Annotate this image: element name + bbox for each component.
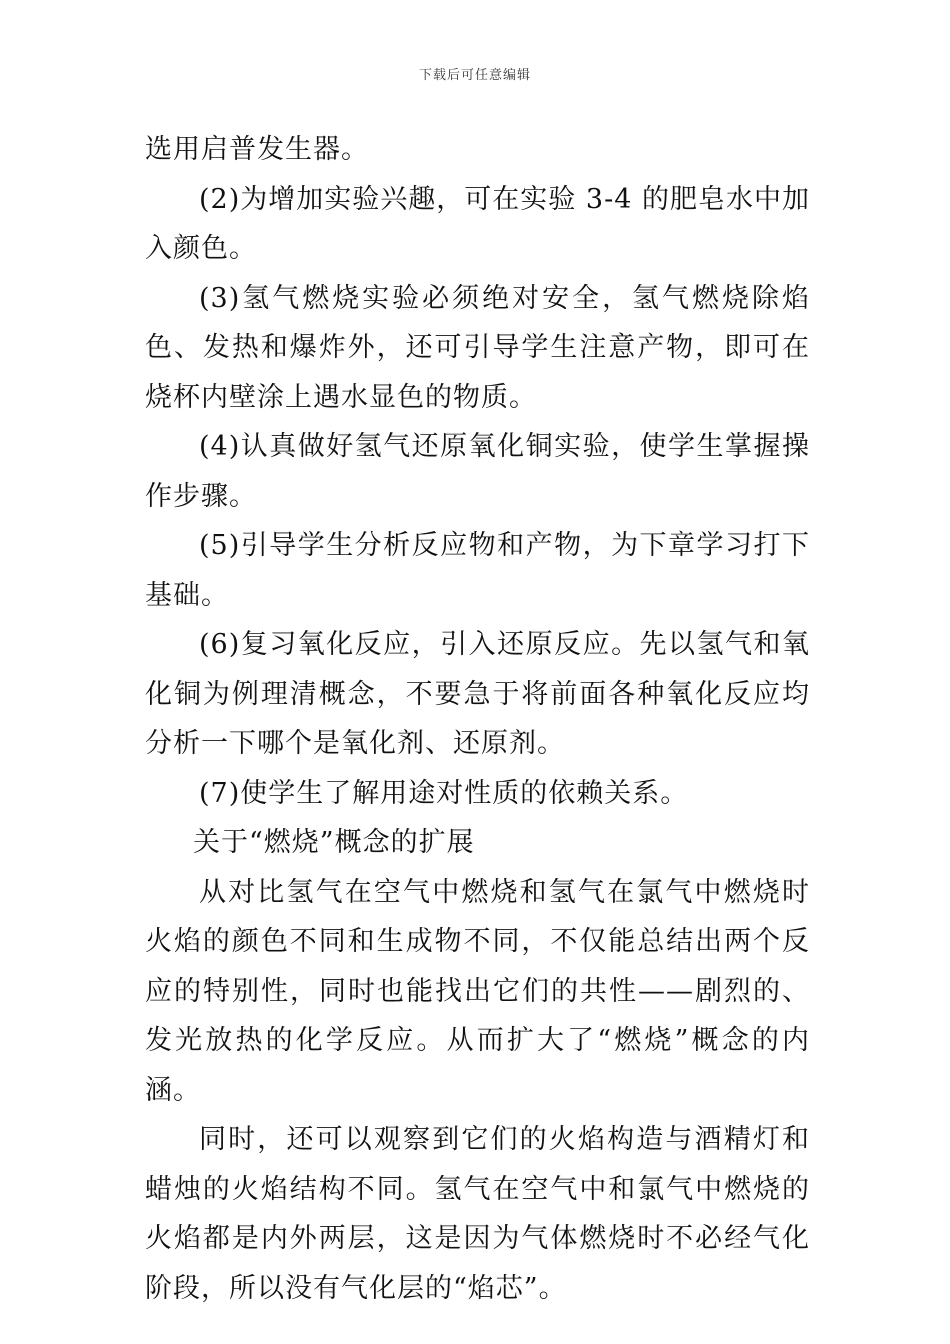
paragraph-combustion-comparison: 从对比氢气在空气中燃烧和氢气在氯气中燃烧时火焰的颜色不同和生成物不同，不仅能总结出两个反应的特别性，同时也能找出它们的共性——剧烈的、发光放热的化学反应。从而扩大了“燃烧”概念的内涵。 <box>145 876 810 1106</box>
paragraph-continuation: 选用启普发生器。 <box>145 134 369 165</box>
page-header: 下载后可任意编辑 <box>418 68 531 83</box>
document-body <box>145 125 810 1313</box>
paragraph-item-3: (3)氢气燃烧实验必须绝对安全，氢气燃烧除焰色、发热和爆炸外，还可引导学生注意产物，即可在烧杯内壁涂上遇水显色的物质。 <box>145 282 810 413</box>
paragraph-item-5: (5)引导学生分析反应物和产物，为下章学习打下基础。 <box>145 530 810 611</box>
section-heading: 关于“燃烧”概念的扩展 <box>193 827 475 858</box>
paragraph-item-6: (6)复习氧化反应，引入还原反应。先以氢气和氧化铜为例理清概念，不要急于将前面各种氧化反应均分析一下哪个是氧化剂、还原剂。 <box>145 629 810 759</box>
paragraph-item-2: (2)为增加实验兴趣，可在实验 3-4 的肥皂水中加入颜色。 <box>145 183 810 264</box>
paragraph-flame-structure: 同时，还可以观察到它们的火焰构造与酒精灯和蜡烛的火焰结构不同。氢气在空气中和氯气中燃烧的火焰都是内外两层，这是因为气体燃烧时不必经气化阶段，所以没有气化层的“焰芯”。 <box>145 1124 810 1304</box>
paragraph-item-4: (4)认真做好氢气还原氧化铜实验，使学生掌握操作步骤。 <box>145 431 810 512</box>
paragraph-item-7: (7)使学生了解用途对性质的依赖关系。 <box>199 777 689 809</box>
